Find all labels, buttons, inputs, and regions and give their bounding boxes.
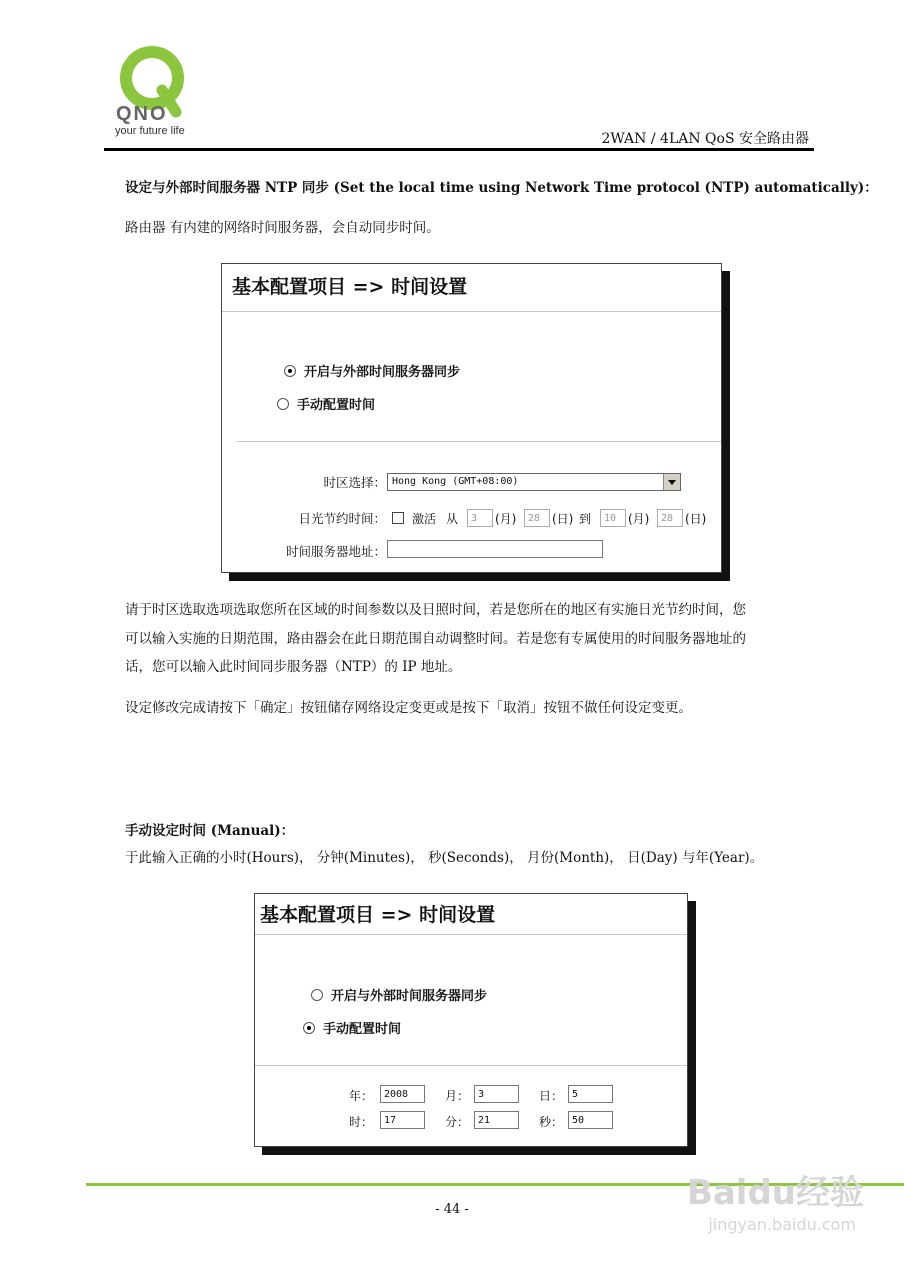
time-settings-panel-manual xyxy=(254,893,688,1147)
ntp-server-input[interactable] xyxy=(387,540,603,558)
radio-ntp-sync-label: 开启与外部时间服务器同步 xyxy=(304,365,461,380)
page-number: - 44 - xyxy=(435,1202,469,1217)
year-input[interactable]: 2008 xyxy=(380,1085,425,1103)
hour-label: 时： xyxy=(349,1115,374,1129)
dst-label: 日光节约时间： xyxy=(298,511,386,526)
minute-label: 分： xyxy=(445,1115,470,1129)
day-input[interactable]: 5 xyxy=(568,1085,613,1103)
radio-ntp-sync-row[interactable] xyxy=(311,985,487,1004)
panel-title: 基本配置项目 => 时间设置 xyxy=(232,276,468,298)
radio-ntp-sync[interactable] xyxy=(311,989,323,1001)
minute-input[interactable]: 21 xyxy=(474,1111,519,1129)
panel-divider-2 xyxy=(236,441,721,442)
para2-text: 设定修改完成请按下「确定」按钮储存网络设定变更或是按下「取消」按钮不做任何设定变更。 xyxy=(125,700,692,716)
month-label: 月： xyxy=(445,1089,470,1103)
dst-from-day-input[interactable]: 28 xyxy=(524,509,550,527)
header-divider xyxy=(104,148,814,151)
month-input[interactable]: 3 xyxy=(474,1085,519,1103)
timezone-select[interactable] xyxy=(387,473,681,491)
logo-tagline: your future life xyxy=(115,125,185,137)
document-header-title: 2WAN / 4LAN QoS 安全路由器 xyxy=(601,131,809,147)
ntp-intro-text: 路由器 有内建的网络时间服务器，会自动同步时间。 xyxy=(125,220,440,236)
dst-from-month-input[interactable]: 3 xyxy=(467,509,493,527)
manual-section-desc: 于此输入正确的小时(Hours)， 分钟(Minutes)， 秒(Seconds)， 月份(Month)， 日(Day) 与年(Year)。 xyxy=(125,850,764,866)
ntp-section-heading: 设定与外部时间服务器 NTP 同步 (Set the local time using Network Time protocol (NTP) automatically)： xyxy=(125,180,878,196)
time-settings-panel-ntp xyxy=(221,263,722,573)
radio-manual[interactable] xyxy=(303,1022,315,1034)
dst-month-unit: (月) xyxy=(495,512,517,526)
watermark-url: jingyan.baidu.com xyxy=(708,1215,856,1234)
dst-to-day-unit: (日) xyxy=(685,512,707,526)
manual-section-heading: 手动设定时间 (Manual)： xyxy=(125,823,295,839)
radio-manual[interactable] xyxy=(277,398,289,410)
dst-to-month-unit: (月) xyxy=(628,512,650,526)
timezone-label: 时区选择： xyxy=(323,475,386,490)
radio-manual-row[interactable] xyxy=(277,394,375,413)
timezone-selected-value: Hong Kong (GMT+08:00) xyxy=(392,476,519,487)
dst-day-unit: (日) xyxy=(552,512,574,526)
logo-word: QNO xyxy=(116,103,168,125)
dst-to-month-input[interactable]: 10 xyxy=(600,509,626,527)
year-label: 年： xyxy=(349,1089,374,1103)
dst-enable-label: 激活 xyxy=(412,512,437,526)
dst-enable-checkbox[interactable] xyxy=(392,512,404,524)
watermark-brand: Baidu经验 xyxy=(686,1173,864,1213)
radio-manual-label: 手动配置时间 xyxy=(323,1022,402,1037)
para1-line3: 话，您可以输入此时间同步服务器（NTP）的 IP 地址。 xyxy=(125,659,462,675)
second-input[interactable]: 50 xyxy=(568,1111,613,1129)
radio-ntp-sync-label: 开启与外部时间服务器同步 xyxy=(331,989,488,1004)
panel-divider-2 xyxy=(255,1065,687,1066)
ntp-server-label: 时间服务器地址： xyxy=(285,544,386,559)
dst-from-label: 从 xyxy=(446,512,459,526)
second-label: 秒： xyxy=(539,1115,564,1129)
para1-line1: 请于时区选取选项选取您所在区域的时间参数以及日照时间，若是您所在的地区有实施日光节约时间，您 xyxy=(125,602,746,618)
radio-ntp-sync-row[interactable] xyxy=(284,361,460,380)
panel-title: 基本配置项目 => 时间设置 xyxy=(260,904,496,926)
radio-ntp-sync[interactable] xyxy=(284,365,296,377)
panel-divider xyxy=(222,311,721,312)
day-label: 日： xyxy=(539,1089,564,1103)
radio-manual-row[interactable] xyxy=(303,1018,401,1037)
radio-manual-label: 手动配置时间 xyxy=(297,398,376,413)
panel-divider xyxy=(255,934,687,935)
dst-to-label: 到 xyxy=(579,512,592,526)
dst-to-day-input[interactable]: 28 xyxy=(657,509,683,527)
hour-input[interactable]: 17 xyxy=(380,1111,425,1129)
chevron-down-icon[interactable] xyxy=(663,474,680,490)
para1-line2: 可以输入实施的日期范围，路由器会在此日期范围自动调整时间。若是您有专属使用的时间服务器地址的 xyxy=(125,631,746,647)
